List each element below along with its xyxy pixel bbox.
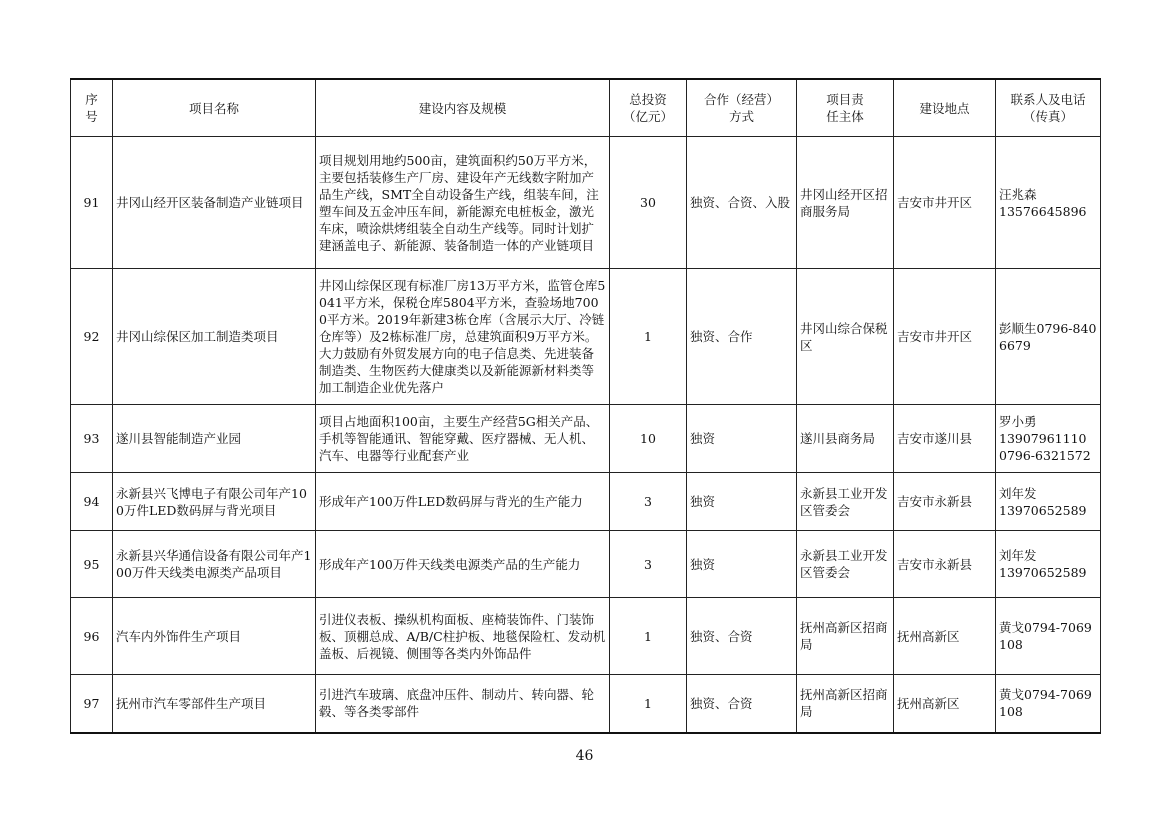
row-no: 97 [71, 675, 113, 733]
row-contact: 黄戈0794-7069108 [996, 675, 1101, 733]
row-name: 永新县兴飞博电子有限公司年产100万件LED数码屏与背光项目 [113, 473, 316, 531]
row-content: 引进汽车玻璃、底盘冲压件、制动片、转向器、轮毂、等各类零部件 [316, 675, 610, 733]
header-content: 建设内容及规模 [316, 79, 610, 137]
header-mode: 合作（经营） 方式 [687, 79, 797, 137]
table-row [71, 269, 1101, 405]
row-contact: 黄戈0794-7069108 [996, 598, 1101, 675]
row-mode: 独资、合资、入股 [687, 137, 797, 269]
row-name: 汽车内外饰件生产项目 [113, 598, 316, 675]
row-owner: 遂川县商务局 [797, 405, 894, 473]
row-investment: 10 [610, 405, 687, 473]
row-mode: 独资、合资 [687, 675, 797, 733]
row-name: 抚州市汽车零部件生产项目 [113, 675, 316, 733]
row-no: 96 [71, 598, 113, 675]
row-mode: 独资 [687, 473, 797, 531]
row-contact: 刘年发 13970652589 [996, 473, 1101, 531]
row-location: 抚州高新区 [894, 598, 996, 675]
header-owner: 项目责 任主体 [797, 79, 894, 137]
table-row [71, 675, 1101, 733]
row-content: 项目规划用地约500亩，建筑面积约50万平方米，主要包括装修生产厂房、建设年产无线数字附加产品生产线，SMT全自动设备生产线，组装车间，注塑车间及五金冲压车间，新能源充电桩板金，激光车床，喷涂烘烤组装全自动生产线等。同时计划扩建涵盖电子、新能源、装备制造一体的产业链项目 [316, 137, 610, 269]
row-owner: 永新县工业开发区管委会 [797, 473, 894, 531]
row-contact: 汪兆森 13576645896 [996, 137, 1101, 269]
table-row [71, 405, 1101, 473]
row-mode: 独资、合资 [687, 598, 797, 675]
row-location: 吉安市遂川县 [894, 405, 996, 473]
row-investment: 3 [610, 531, 687, 598]
page-number: 46 [575, 748, 594, 764]
row-name: 井冈山经开区装备制造产业链项目 [113, 137, 316, 269]
row-mode: 独资、合作 [687, 269, 797, 405]
row-no: 91 [71, 137, 113, 269]
row-investment: 30 [610, 137, 687, 269]
row-investment: 1 [610, 675, 687, 733]
row-location: 吉安市永新县 [894, 531, 996, 598]
header-row [71, 79, 1101, 137]
row-contact: 刘年发 13970652589 [996, 531, 1101, 598]
row-investment: 3 [610, 473, 687, 531]
table-row [71, 137, 1101, 269]
row-investment: 1 [610, 269, 687, 405]
header-name: 项目名称 [113, 79, 316, 137]
row-location: 吉安市永新县 [894, 473, 996, 531]
table-row [71, 531, 1101, 598]
row-no: 93 [71, 405, 113, 473]
row-content: 井冈山综保区现有标准厂房13万平方米，监管仓库5041平方米，保税仓库5804平方米，查验场地7000平方米。2019年新建3栋仓库（含展示大厅、冷链仓库等）及2栋标准厂房，总建筑面积9万平方米。大力鼓励有外贸发展方向的电子信息类、先进装备制造类、生物医药大健康类以及新能源新材料类等加工制造企业优先落户 [316, 269, 610, 405]
row-content: 项目占地面积100亩，主要生产经营5G相关产品、手机等智能通讯、智能穿戴、医疗器械、无人机、汽车、电器等行业配套产业 [316, 405, 610, 473]
row-mode: 独资 [687, 405, 797, 473]
header-contact: 联系人及电话 （传真） [996, 79, 1101, 137]
row-location: 吉安市井开区 [894, 269, 996, 405]
row-owner: 井冈山经开区招商服务局 [797, 137, 894, 269]
row-name: 井冈山综保区加工制造类项目 [113, 269, 316, 405]
row-content: 形成年产100万件天线类电源类产品的生产能力 [316, 531, 610, 598]
project-table [70, 78, 1101, 734]
row-content: 形成年产100万件LED数码屏与背光的生产能力 [316, 473, 610, 531]
row-contact: 彭顺生0796-8406679 [996, 269, 1101, 405]
row-name: 遂川县智能制造产业园 [113, 405, 316, 473]
row-location: 抚州高新区 [894, 675, 996, 733]
row-no: 94 [71, 473, 113, 531]
row-contact: 罗小勇 13907961110 0796-6321572 [996, 405, 1101, 473]
row-owner: 抚州高新区招商局 [797, 675, 894, 733]
row-no: 92 [71, 269, 113, 405]
header-no: 序 号 [71, 79, 113, 137]
row-owner: 永新县工业开发区管委会 [797, 531, 894, 598]
table-row [71, 598, 1101, 675]
row-owner: 井冈山综合保税区 [797, 269, 894, 405]
header-investment: 总投资 （亿元） [610, 79, 687, 137]
row-no: 95 [71, 531, 113, 598]
table-row [71, 473, 1101, 531]
row-location: 吉安市井开区 [894, 137, 996, 269]
row-mode: 独资 [687, 531, 797, 598]
row-content: 引进仪表板、操纵机构面板、座椅装饰件、门装饰板、顶棚总成、A/B/C柱护板、地毯保险杠、发动机盖板、后视镜、侧围等各类内外饰品件 [316, 598, 610, 675]
header-location: 建设地点 [894, 79, 996, 137]
row-owner: 抚州高新区招商局 [797, 598, 894, 675]
row-name: 永新县兴华通信设备有限公司年产100万件天线类电源类产品项目 [113, 531, 316, 598]
row-investment: 1 [610, 598, 687, 675]
